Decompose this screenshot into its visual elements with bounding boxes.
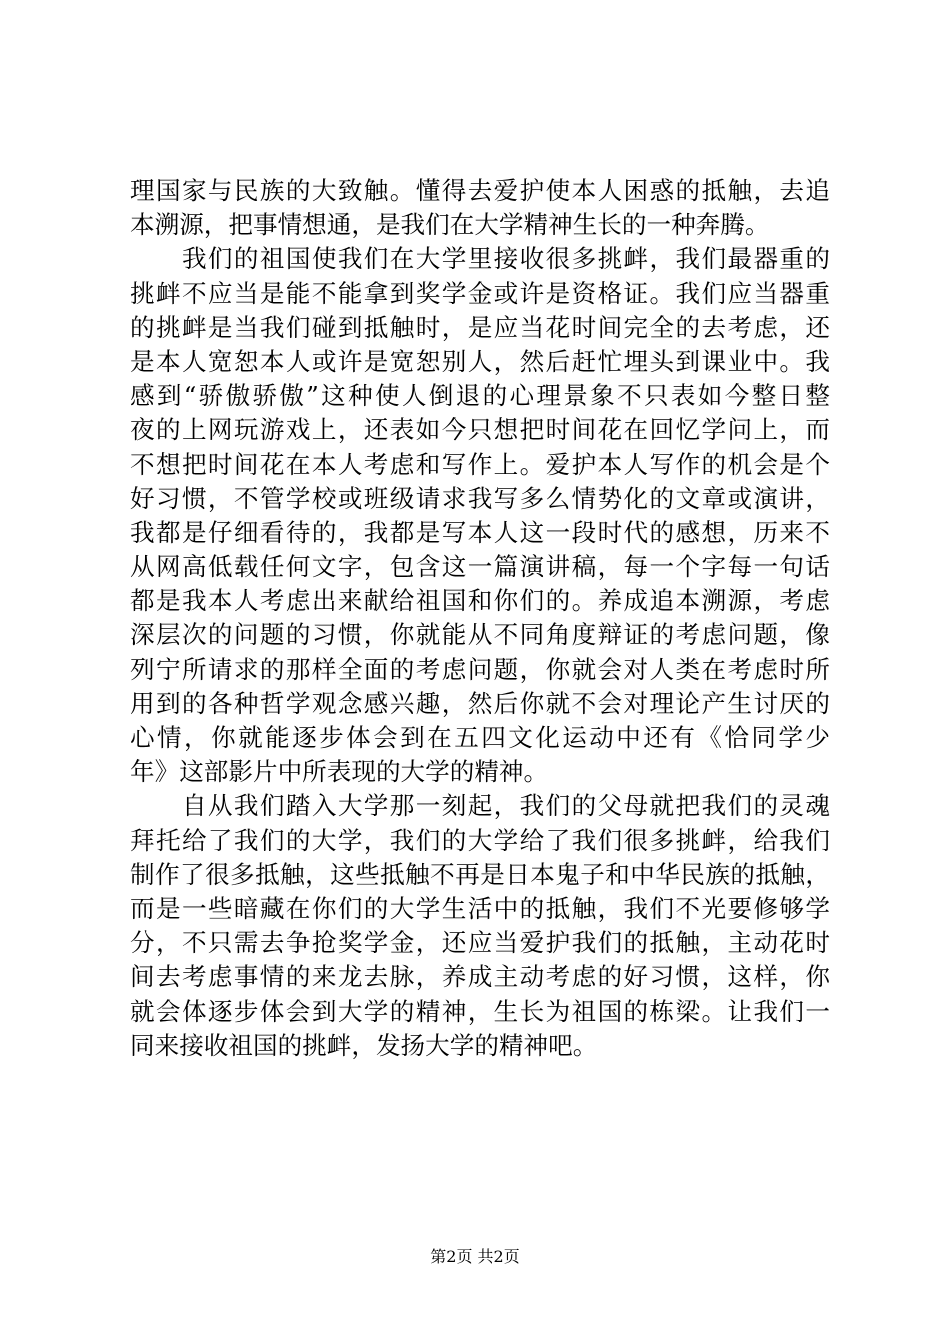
text-line: 分，不只需去争抢奖学金，还应当爱护我们的抵触，主动花时 <box>130 928 830 958</box>
text-line: 用到的各种哲学观念感兴趣，然后你就不会对理论产生讨厌的 <box>130 688 830 718</box>
text-line: 从网高低载任何文字，包含这一篇演讲稿，每一个字每一句话 <box>130 552 830 582</box>
text-line: 都是我本人考虑出来献给祖国和你们的。养成追本溯源，考虑 <box>130 586 830 616</box>
text-line: 间去考虑事情的来龙去脉，养成主动考虑的好习惯，这样，你 <box>130 962 830 992</box>
text-line: 列宁所请求的那样全面的考虑问题，你就会对人类在考虑时所 <box>130 654 830 684</box>
text-line: 是本人宽恕本人或许是宽恕别人，然后赶忙埋头到课业中。我 <box>130 346 830 376</box>
text-line: 制作了很多抵触，这些抵触不再是日本鬼子和中华民族的抵触， <box>130 859 830 889</box>
text-line: 心情，你就能逐步体会到在五四文化运动中还有《恰同学少 <box>130 723 830 752</box>
text-line: 我都是仔细看待的，我都是写本人这一段时代的感想，历来不 <box>130 517 830 547</box>
text-line: 而是一些暗藏在你们的大学生活中的抵触，我们不光要修够学 <box>130 893 830 923</box>
text-line: 理国家与民族的大致触。懂得去爱护使本人困惑的抵触，去追 <box>130 176 830 205</box>
document-body <box>130 174 830 1063</box>
text-line: 好习惯，不管学校或班级请求我写多么情势化的文章或演讲， <box>130 483 830 513</box>
text-line: 自从我们踏入大学那一刻起，我们的父母就把我们的灵魂 <box>130 791 830 821</box>
page-footer <box>0 1244 950 1267</box>
text-line: 同来接收祖国的挑衅，发扬大学的精神吧。 <box>130 1030 598 1060</box>
text-line: 本溯源，把事情想通，是我们在大学精神生长的一种奔腾。 <box>130 210 770 240</box>
text-line: 拜托给了我们的大学，我们的大学给了我们很多挑衅，给我们 <box>130 825 830 855</box>
text-line: 夜的上网玩游戏上，还表如今只想把时间花在回忆学问上，而 <box>130 415 830 445</box>
text-line: 年》这部影片中所表现的大学的精神。 <box>130 757 549 787</box>
paragraph-3 <box>130 789 830 1063</box>
paragraph-1 <box>130 174 830 242</box>
text-line: 不想把时间花在本人考虑和写作上。爱护本人写作的机会是个 <box>130 449 830 479</box>
text-line: 我们的祖国使我们在大学里接收很多挑衅，我们最器重的 <box>130 244 830 274</box>
text-line: 挑衅不应当是能不能拿到奖学金或许是资格证。我们应当器重 <box>130 278 830 308</box>
text-line: 深层次的问题的习惯，你就能从不同角度辩证的考虑问题，像 <box>130 620 830 650</box>
text-line: 就会体逐步体会到大学的精神，生长为祖国的栋梁。让我们一 <box>130 996 830 1026</box>
paragraph-2 <box>130 242 830 789</box>
text-line: 的挑衅是当我们碰到抵触时，是应当花时间完全的去考虑，还 <box>130 312 830 342</box>
page-number: 第2页 共2页 <box>430 1247 520 1266</box>
text-line: 感到“骄傲骄傲”这种使人倒退的心理景象不只表如今整日整 <box>130 381 830 411</box>
